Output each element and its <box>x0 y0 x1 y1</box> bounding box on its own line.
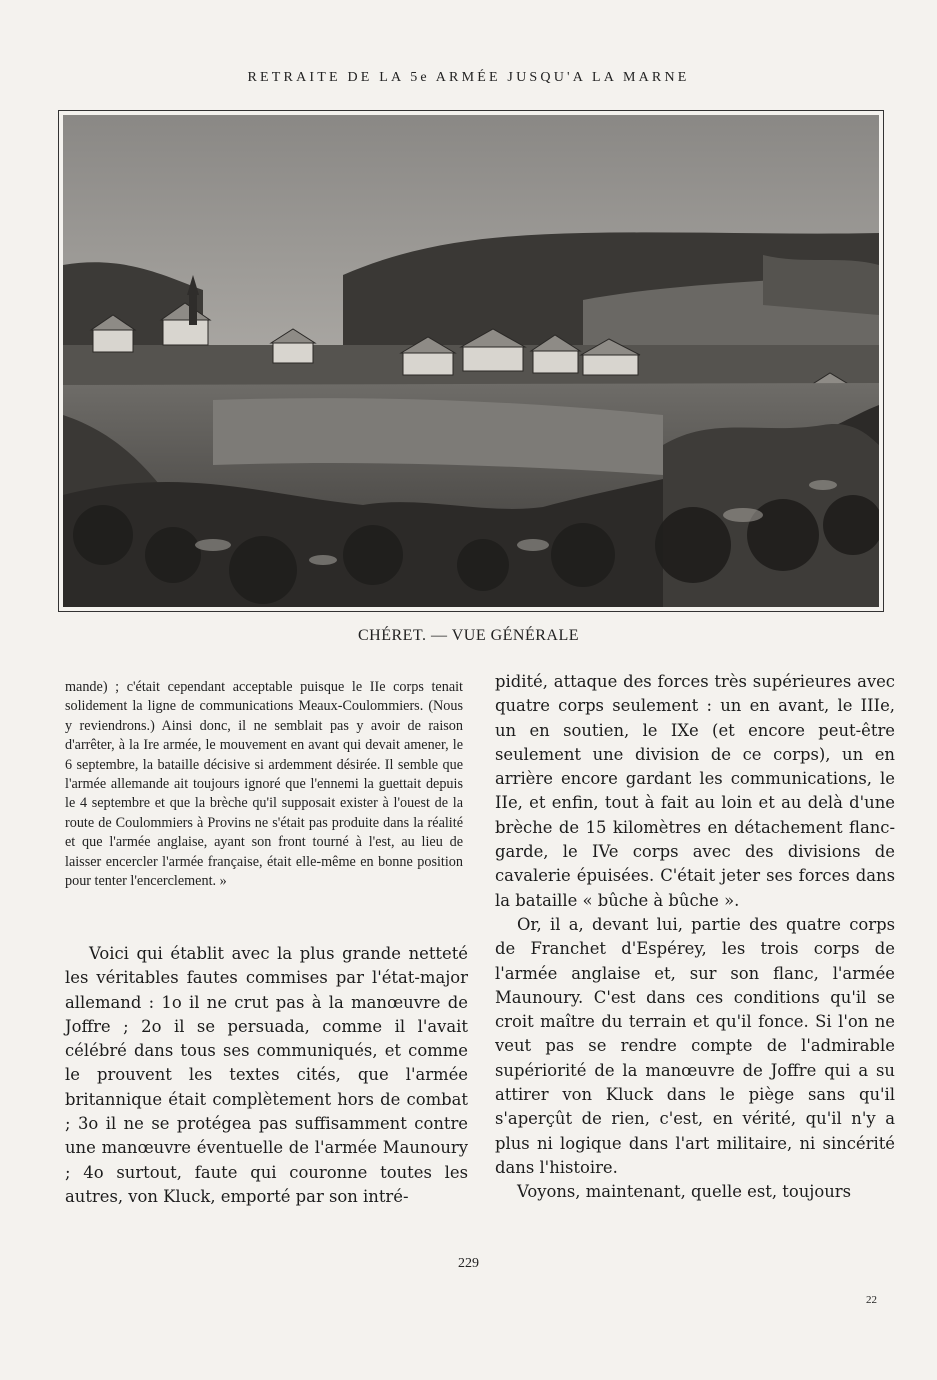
photo-frame <box>58 110 884 612</box>
right-paragraph-1: pidité, attaque des forces très supérieures avec quatre corps seulement : un en avant, le IIIe, un en soutien, le IXe (et encore peut-être seulement une division de ce corps), un en arrière encore gardant les communications, le IIe, et enfin, tout à fait au loin et au delà d'une brèche de 15 kilomètres en détachement flanc-garde, le IVe corps avec des divisions de cavalerie épuisées. C'était jeter ses forces dans la bataille « bûche à bûche ». <box>495 672 895 910</box>
right-column <box>495 670 895 1205</box>
landscape-photo <box>63 115 879 607</box>
quote-paragraph: mande) ; c'était cependant acceptable puisque le IIe corps tenait solidement la ligne de communications Meaux-Coulommiers. (Nous y reviendrons.) Ainsi donc, il ne semblait pas y avoir de raison d'arrêter, à la Ire armée, le mouvement en avant qui devait amener, le 6 septembre, la bataille décisive si ardemment désirée. Il semble que l'armée allemande ait toujours ignoré que l'ennemi la guettait depuis le 4 septembre et que la brèche qu'il supposait exister à l'ouest de la route de Coulommiers à Provins ne s'était pas produite dans la réalité et que l'armée anglaise, ayant son front tourné à l'est, au lieu de laisser encercler l'armée française, était elle-même en bonne position pour tenter l'encerclement. » <box>65 679 463 890</box>
left-column-quote <box>65 678 463 891</box>
main-paragraph: Voici qui établit avec la plus grande netteté les véritables fautes commises par l'état-major allemand : 1o il ne crut pas à la manœuvre de Joffre ; 2o il se persuada, comme il l'avait célébré dans tous ses communiqués, et comme le prouvent les textes cités, que l'armée britannique était complètement hors de combat ; 3o il ne se protégea pas suffisamment contre une manœuvre éventuelle de l'armée Maunoury ; 4o surtout, faute qui couronne toutes les autres, von Kluck, emporté par son intré- <box>65 944 468 1206</box>
left-column-main <box>65 942 468 1209</box>
figure-caption: CHÉRET. — VUE GÉNÉRALE <box>357 627 580 644</box>
running-head: RETRAITE DE LA 5e ARMÉE JUSQU'A LA MARNE <box>247 70 690 85</box>
right-paragraph-3: Voyons, maintenant, quelle est, toujours <box>517 1182 852 1202</box>
page-number: 229 <box>458 1256 479 1271</box>
signature-mark: 22 <box>866 1294 877 1306</box>
right-paragraph-2: Or, il a, devant lui, partie des quatre corps de Franchet d'Espérey, les trois corps de l'armée anglaise et, sur son flanc, l'armée Maunoury. C'est dans ces conditions qu'il se croit maître du terrain et qu'il fonce. Si l'on ne veut pas se rendre compte de l'admirable supériorité de la manœuvre de Joffre qui a su attirer von Kluck dans le piège sans qu'il s'aperçût de rien, c'est, en vérité, qu'il n'y a plus ni logique dans l'art militaire, ni sincérité dans l'histoire. <box>495 914 895 1177</box>
